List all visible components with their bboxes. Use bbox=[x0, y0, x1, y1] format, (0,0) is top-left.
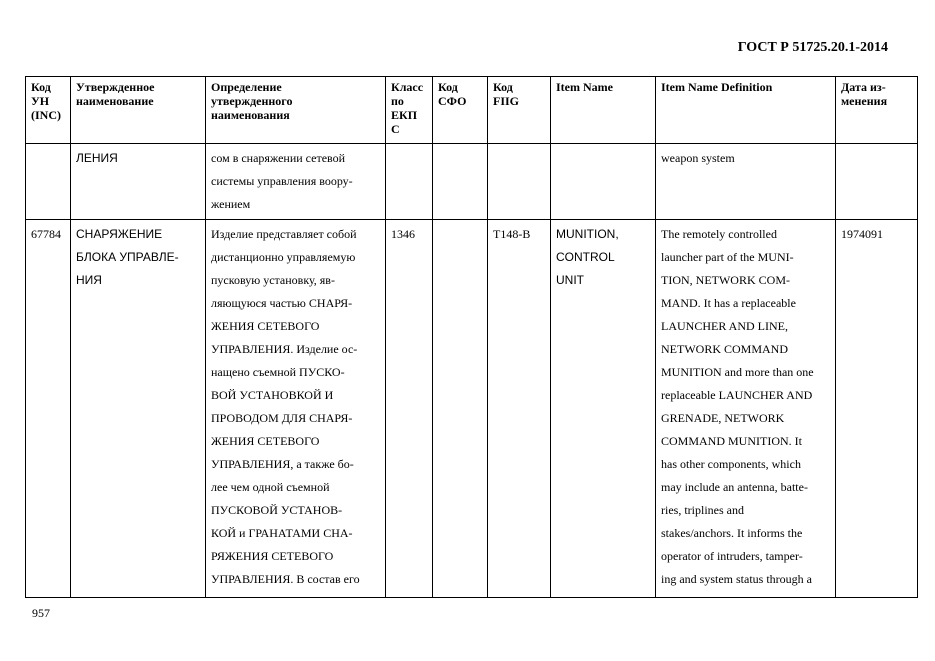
text-line: менения bbox=[841, 94, 888, 108]
col-header-inc bbox=[26, 77, 71, 144]
text-line: пусковую установку, яв- bbox=[211, 273, 335, 287]
text-line: УН bbox=[31, 94, 50, 108]
text-line: FIIG bbox=[493, 94, 520, 108]
cell-definition bbox=[206, 144, 386, 220]
text-line: COMMAND MUNITION. It bbox=[661, 434, 802, 448]
text-line: ПУСКОВОЙ УСТАНОВ- bbox=[211, 503, 343, 517]
cell-class bbox=[386, 144, 433, 220]
text-line: ЖЕНИЯ СЕТЕВОГО bbox=[211, 434, 320, 448]
cell-item-definition bbox=[656, 144, 836, 220]
cell-item-name bbox=[551, 220, 656, 598]
text-line: 67784 bbox=[31, 227, 61, 241]
cell-fiig bbox=[488, 144, 551, 220]
header-row bbox=[26, 77, 918, 144]
col-header-sfo bbox=[433, 77, 488, 144]
cell-definition bbox=[206, 220, 386, 598]
text-line: дистанционно управляемую bbox=[211, 250, 356, 264]
col-header-definition bbox=[206, 77, 386, 144]
text-line: MUNITION and more than one bbox=[661, 365, 814, 379]
cell-name bbox=[71, 220, 206, 598]
text-line: С bbox=[391, 122, 400, 136]
text-line: The remotely controlled bbox=[661, 227, 777, 241]
text-line: stakes/anchors. It informs the bbox=[661, 526, 803, 540]
col-header-date bbox=[836, 77, 918, 144]
col-header-item-name bbox=[551, 77, 656, 144]
text-line: УПРАВЛЕНИЯ. Изделие ос- bbox=[211, 342, 358, 356]
text-line: Код bbox=[31, 80, 51, 94]
cell-sfo bbox=[433, 220, 488, 598]
col-header-name bbox=[71, 77, 206, 144]
text-line: (INC) bbox=[31, 108, 61, 122]
text-line: GRENADE, NETWORK bbox=[661, 411, 785, 425]
text-line: CONTROL bbox=[556, 250, 615, 264]
text-line: Item Name bbox=[556, 80, 613, 94]
cell-date bbox=[836, 220, 918, 598]
cell-item-name bbox=[551, 144, 656, 220]
cell-fiig bbox=[488, 220, 551, 598]
text-line: NETWORK COMMAND bbox=[661, 342, 788, 356]
cell-class bbox=[386, 220, 433, 598]
text-line: 1346 bbox=[391, 227, 415, 241]
text-line: по bbox=[391, 94, 404, 108]
cell-inc bbox=[26, 220, 71, 598]
text-line: ЕКП bbox=[391, 108, 418, 122]
text-line: РЯЖЕНИЯ СЕТЕВОГО bbox=[211, 549, 334, 563]
text-line: ing and system status through a bbox=[661, 572, 812, 586]
col-header-item-definition bbox=[656, 77, 836, 144]
text-line: НИЯ bbox=[76, 273, 102, 287]
text-line: ries, triplines and bbox=[661, 503, 744, 517]
text-line: UNIT bbox=[556, 273, 584, 287]
text-line: has other components, which bbox=[661, 457, 801, 471]
table-row bbox=[26, 220, 918, 598]
cell-item-definition bbox=[656, 220, 836, 598]
text-line: нащено съемной ПУСКО- bbox=[211, 365, 345, 379]
page-number: 957 bbox=[32, 606, 50, 620]
text-line: Утвержденное bbox=[76, 80, 155, 94]
col-header-class bbox=[386, 77, 433, 144]
text-line: Класс bbox=[391, 80, 424, 94]
text-line: LAUNCHER AND LINE, bbox=[661, 319, 788, 333]
text-line: 1974091 bbox=[841, 227, 883, 241]
text-line: MUNITION, bbox=[556, 227, 619, 241]
text-line: replaceable LAUNCHER AND bbox=[661, 388, 813, 402]
text-line: may include an antenna, batte- bbox=[661, 480, 808, 494]
text-line: сом в снаряжении сетевой bbox=[211, 151, 346, 165]
text-line: БЛОКА УПРАВЛЕ- bbox=[76, 250, 179, 264]
text-line: УПРАВЛЕНИЯ, а также бо- bbox=[211, 457, 354, 471]
cell-date bbox=[836, 144, 918, 220]
text-line: Дата из- bbox=[841, 80, 886, 94]
text-line: Item Name Definition bbox=[661, 80, 773, 94]
text-line: СФО bbox=[438, 94, 467, 108]
text-line: MAND. It has a replaceable bbox=[661, 296, 796, 310]
text-line: КОЙ и ГРАНАТАМИ СНА- bbox=[211, 526, 353, 540]
cell-inc bbox=[26, 144, 71, 220]
text-line: УПРАВЛЕНИЯ. В состав его bbox=[211, 572, 360, 586]
text-line: СНАРЯЖЕНИЕ bbox=[76, 227, 163, 241]
text-line: weapon system bbox=[661, 151, 735, 165]
text-line: T148-B bbox=[493, 227, 531, 241]
text-line: Определение bbox=[211, 80, 282, 94]
col-header-fiig bbox=[488, 77, 551, 144]
text-line: ВОЙ УСТАНОВКОЙ И bbox=[211, 388, 334, 402]
text-line: operator of intruders, tamper- bbox=[661, 549, 803, 563]
text-line: Код bbox=[438, 80, 458, 94]
document-code: ГОСТ Р 51725.20.1-2014 bbox=[737, 40, 888, 55]
text-line: системы управления воору- bbox=[211, 174, 353, 188]
text-line: ПРОВОДОМ ДЛЯ СНАРЯ- bbox=[211, 411, 353, 425]
text-line: лее чем одной съемной bbox=[211, 480, 330, 494]
text-line: TION, NETWORK COM- bbox=[661, 273, 790, 287]
text-line: launcher part of the MUNI- bbox=[661, 250, 794, 264]
table-row bbox=[26, 144, 918, 220]
cell-name bbox=[71, 144, 206, 220]
text-line: наименование bbox=[76, 94, 154, 108]
text-line: Изделие представляет собой bbox=[211, 227, 357, 241]
gost-table bbox=[25, 76, 918, 598]
text-line: наименования bbox=[211, 108, 290, 122]
text-line: жением bbox=[211, 197, 251, 211]
text-line: Код bbox=[493, 80, 513, 94]
text-line: ЖЕНИЯ СЕТЕВОГО bbox=[211, 319, 320, 333]
text-line: утвержденного bbox=[211, 94, 293, 108]
text-line: ЛЕНИЯ bbox=[76, 151, 118, 165]
text-line: ляющуюся частью СНАРЯ- bbox=[211, 296, 353, 310]
cell-sfo bbox=[433, 144, 488, 220]
